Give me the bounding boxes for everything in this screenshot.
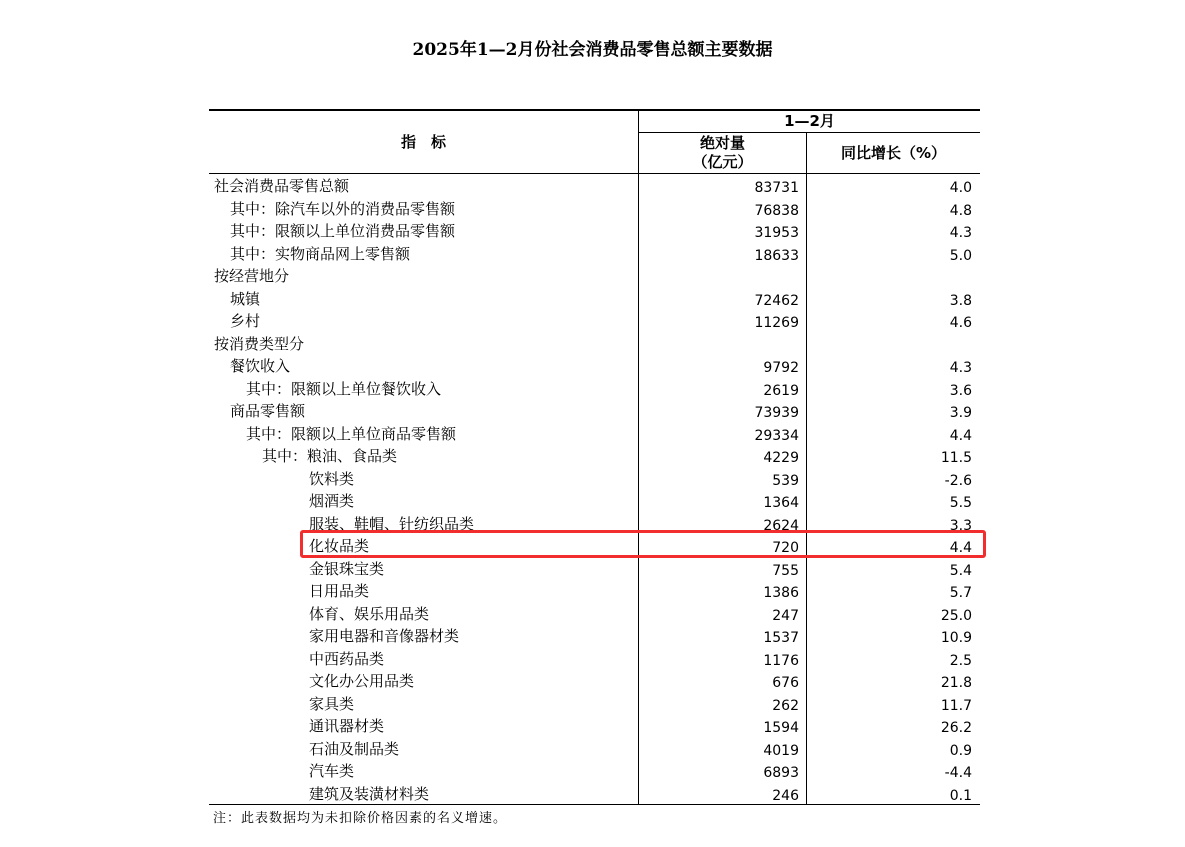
table-bottom-rule <box>209 804 980 805</box>
header-absolute-line1: 绝对量 <box>699 134 745 152</box>
row-yoy-value: 5.7 <box>949 585 972 601</box>
row-absolute-value: 2624 <box>763 517 799 534</box>
row-absolute-value: 1537 <box>763 630 799 646</box>
row-label: 通讯器材类 <box>309 717 385 735</box>
row-label: 文化办公用品类 <box>309 672 415 690</box>
header-absolute-line2: （亿元） <box>692 153 753 171</box>
row-yoy-value: 4.4 <box>949 540 972 556</box>
row-yoy-value: 5.0 <box>949 247 972 264</box>
row-absolute-value: 18633 <box>754 247 799 264</box>
page-title: 2025年1—2月份社会消费品零售总额主要数据 <box>412 40 773 60</box>
row-label: 汽车类 <box>309 762 355 780</box>
table-row <box>209 355 980 378</box>
row-label: 其中：限额以上单位餐饮收入 <box>246 379 442 398</box>
row-absolute-value: 262 <box>772 697 799 714</box>
period-underline <box>639 132 980 133</box>
table-row <box>209 603 980 626</box>
table-row <box>209 220 980 243</box>
table-row <box>209 198 980 221</box>
row-label: 石油及制品类 <box>309 739 400 758</box>
row-absolute-value: 1364 <box>763 495 799 511</box>
table-row <box>209 693 980 716</box>
row-yoy-value: 10.9 <box>940 630 972 646</box>
row-label: 社会消费品零售总额 <box>214 177 350 195</box>
row-yoy-value: 4.6 <box>949 315 972 331</box>
table-row <box>209 535 980 558</box>
row-yoy-value: 3.8 <box>949 292 972 309</box>
header-absolute <box>639 134 806 172</box>
row-yoy-value: 26.2 <box>940 720 972 736</box>
row-label: 商品零售额 <box>230 402 306 420</box>
row-absolute-value: 4019 <box>763 742 799 759</box>
row-absolute-value: 720 <box>772 540 799 556</box>
row-label: 饮料类 <box>309 469 355 488</box>
row-label: 家用电器和音像器材类 <box>309 627 460 645</box>
row-label: 其中：限额以上单位商品零售额 <box>246 424 457 443</box>
row-absolute-value: 539 <box>772 472 799 489</box>
row-label: 其中：粮油、食品类 <box>262 447 398 465</box>
row-label: 日用品类 <box>309 582 370 600</box>
row-absolute-value: 11269 <box>754 315 799 331</box>
row-yoy-value: 3.9 <box>949 405 972 421</box>
row-label: 烟酒类 <box>309 492 355 510</box>
row-absolute-value: 247 <box>772 607 799 624</box>
row-yoy-value: 3.6 <box>949 382 972 399</box>
table-row <box>209 378 980 401</box>
table-row <box>209 783 980 806</box>
row-label: 中西药品类 <box>309 649 385 668</box>
row-yoy-value: 5.4 <box>949 562 972 579</box>
row-absolute-value: 2619 <box>763 382 799 399</box>
table-row <box>209 265 980 288</box>
table-row <box>209 760 980 783</box>
row-label: 乡村 <box>230 312 261 330</box>
row-yoy-value: 11.7 <box>940 697 972 714</box>
row-label: 其中：实物商品网上零售额 <box>230 244 411 263</box>
table-row <box>209 333 980 356</box>
table-top-rule <box>209 109 980 111</box>
row-label: 按经营地分 <box>214 267 290 285</box>
row-label: 家具类 <box>309 694 355 713</box>
row-yoy-value: 11.5 <box>940 450 972 466</box>
row-yoy-value: 3.3 <box>949 517 972 534</box>
row-absolute-value: 1176 <box>763 652 799 669</box>
row-yoy-value: 0.9 <box>949 742 972 759</box>
row-yoy-value: 4.0 <box>949 180 972 196</box>
row-label: 体育、娱乐用品类 <box>309 604 430 623</box>
table-row <box>209 715 980 738</box>
row-yoy-value: 4.3 <box>949 360 972 376</box>
row-absolute-value: 73939 <box>754 405 799 421</box>
row-absolute-value: 246 <box>772 787 799 804</box>
row-absolute-value: 6893 <box>763 765 799 781</box>
header-bottom-rule <box>209 173 980 174</box>
header-indicator: 指 标 <box>400 133 446 151</box>
row-yoy-value: 21.8 <box>940 675 972 691</box>
row-absolute-value: 755 <box>772 562 799 579</box>
row-absolute-value: 72462 <box>754 292 799 309</box>
row-yoy-value: 25.0 <box>940 607 972 624</box>
row-absolute-value: 29334 <box>754 427 799 444</box>
table-row <box>209 288 980 311</box>
row-label: 服装、鞋帽、针纺织品类 <box>309 514 475 533</box>
row-absolute-value: 83731 <box>754 180 799 196</box>
table-row <box>209 670 980 693</box>
table-row <box>209 738 980 761</box>
header-yoy: 同比增长（%） <box>840 144 947 162</box>
table-row <box>209 513 980 536</box>
table-row <box>209 310 980 333</box>
data-table <box>209 109 980 809</box>
row-yoy-value: 4.8 <box>949 202 972 219</box>
row-absolute-value: 1594 <box>763 720 799 736</box>
row-label: 城镇 <box>230 289 261 308</box>
row-yoy-value: 0.1 <box>949 787 972 804</box>
row-label: 其中：除汽车以外的消费品零售额 <box>230 199 456 218</box>
table-row <box>209 558 980 581</box>
table-row <box>209 580 980 603</box>
row-absolute-value: 9792 <box>763 360 799 376</box>
row-yoy-value: 5.5 <box>949 495 972 511</box>
row-absolute-value: 676 <box>772 675 799 691</box>
table-row <box>209 175 980 198</box>
row-label: 金银珠宝类 <box>309 559 385 578</box>
row-absolute-value: 31953 <box>754 225 799 241</box>
table-row <box>209 400 980 423</box>
row-yoy-value: 4.4 <box>949 427 972 444</box>
row-label: 化妆品类 <box>309 537 370 555</box>
row-label: 餐饮收入 <box>230 357 291 375</box>
footnote: 注：此表数据均为未扣除价格因素的名义增速。 <box>213 811 508 826</box>
table-row <box>209 445 980 468</box>
row-yoy-value: -4.4 <box>944 765 972 781</box>
row-yoy-value: 2.5 <box>949 652 972 669</box>
table-row <box>209 468 980 491</box>
table-row <box>209 625 980 648</box>
row-absolute-value: 4229 <box>763 450 799 466</box>
row-label: 建筑及装潢材料类 <box>309 784 430 803</box>
row-yoy-value: -2.6 <box>944 472 972 489</box>
row-yoy-value: 4.3 <box>949 225 972 241</box>
row-label: 其中：限额以上单位消费品零售额 <box>230 222 456 240</box>
table-row <box>209 243 980 266</box>
table-body <box>209 175 980 805</box>
row-absolute-value: 76838 <box>754 202 799 219</box>
table-row <box>209 490 980 513</box>
row-absolute-value: 1386 <box>763 585 799 601</box>
row-label: 按消费类型分 <box>214 334 305 353</box>
header-period: 1—2月 <box>784 112 835 130</box>
table-row <box>209 423 980 446</box>
table-row <box>209 648 980 671</box>
